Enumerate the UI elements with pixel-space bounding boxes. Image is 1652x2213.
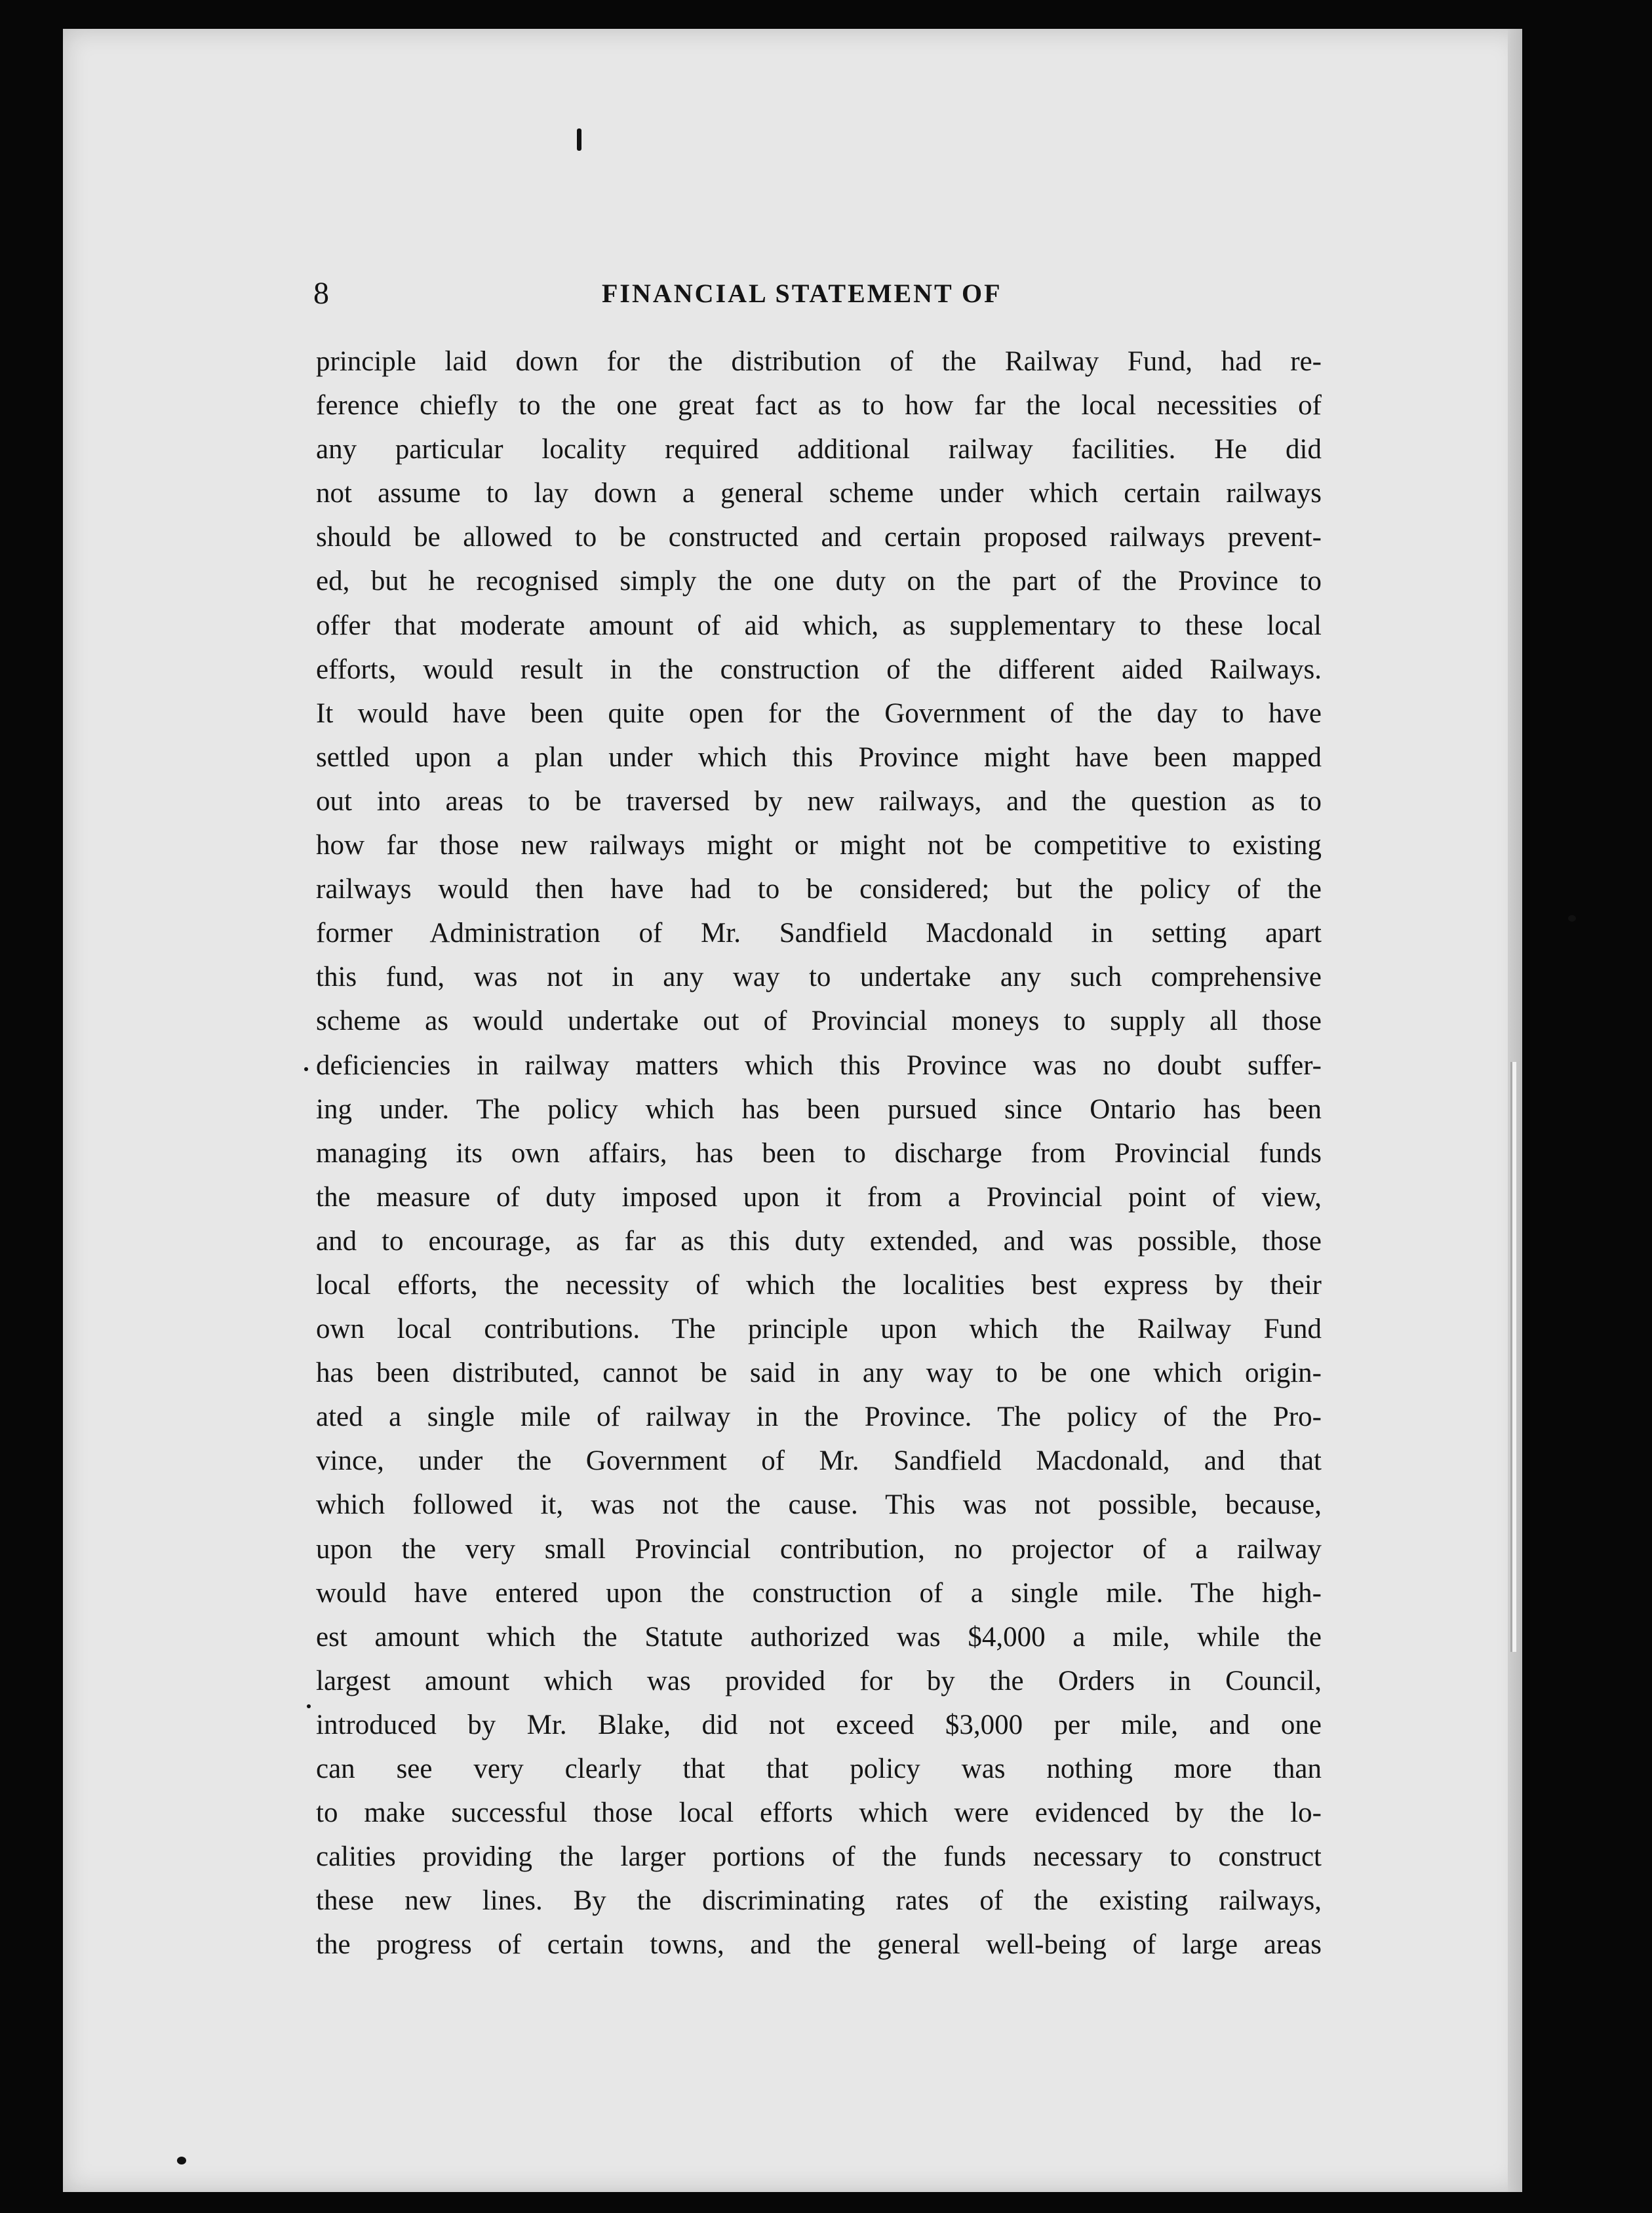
- text-line: this fund, was not in any way to undertake any such comprehensive: [316, 962, 1322, 993]
- page-number: 8: [313, 276, 329, 311]
- text-line: the measure of duty imposed upon it from a Provincial point of view,: [316, 1181, 1322, 1213]
- text-line: own local contributions. The principle upon which the Railway Fund: [316, 1314, 1322, 1345]
- text-line: not assume to lay down a general scheme under which certain railways: [316, 478, 1322, 509]
- text-line: managing its own affairs, has been to discharge from Provincial funds: [316, 1137, 1322, 1169]
- text-line: deficiencies in railway matters which this Province was no doubt suffer-: [316, 1049, 1322, 1081]
- text-line: settled upon a plan under which this Province might have been mapped: [316, 741, 1322, 773]
- text-line: has been distributed, cannot be said in any way to be one which origin-: [316, 1358, 1322, 1389]
- text-line: railways would then have had to be considered; but the policy of the: [316, 874, 1322, 905]
- text-line: vince, under the Government of Mr. Sandfield Macdonald, and that: [316, 1445, 1322, 1477]
- text-line: est amount which the Statute authorized was $4,000 a mile, while the: [316, 1621, 1322, 1653]
- text-line: the progress of certain towns, and the general well-being of large areas: [316, 1929, 1322, 1961]
- running-head: FINANCIAL STATEMENT OF: [602, 279, 1002, 308]
- text-line: former Administration of Mr. Sandfield Macdonald in setting apart: [316, 918, 1322, 949]
- text-line: calities providing the larger portions of the funds necessary to construct: [316, 1841, 1322, 1873]
- body-text: [316, 340, 1322, 1967]
- text-line: ing under. The policy which has been pursued since Ontario has been: [316, 1093, 1322, 1125]
- text-line: which followed it, was not the cause. This was not possible, because,: [316, 1489, 1322, 1521]
- text-line: these new lines. By the discriminating rates of the existing railways,: [316, 1885, 1322, 1917]
- scan-speck: [307, 1704, 311, 1708]
- text-line: should be allowed to be constructed and certain proposed railways prevent-: [316, 522, 1322, 553]
- scan-speck: [1568, 915, 1576, 922]
- text-line: can see very clearly that that policy was nothing more than: [316, 1753, 1322, 1784]
- text-line: largest amount which was provided for by the Orders in Council,: [316, 1665, 1322, 1696]
- text-line: any particular locality required additional railway facilities. He did: [316, 434, 1322, 465]
- text-line: how far those new railways might or might not be competitive to existing: [316, 830, 1322, 861]
- text-line: offer that moderate amount of aid which, as supplementary to these local: [316, 610, 1322, 641]
- text-line: ated a single mile of railway in the Province. The policy of the Pro-: [316, 1401, 1322, 1433]
- text-line: upon the very small Provincial contribution, no projector of a railway: [316, 1533, 1322, 1565]
- text-line: local efforts, the necessity of which the localities best express by their: [316, 1269, 1322, 1301]
- text-line: efforts, would result in the construction of the different aided Railways.: [316, 654, 1322, 685]
- text-line: would have entered upon the construction of a single mile. The high-: [316, 1577, 1322, 1609]
- text-line: ed, but he recognised simply the one duty on the part of the Province to: [316, 566, 1322, 597]
- text-line: out into areas to be traversed by new railways, and the question as to: [316, 785, 1322, 817]
- scan-speck: [177, 2157, 186, 2164]
- text-line: It would have been quite open for the Government of the day to have: [316, 697, 1322, 729]
- page-header: [313, 275, 1323, 315]
- text-line: and to encourage, as far as this duty extended, and was possible, those: [316, 1225, 1322, 1257]
- scan-speck: [304, 1067, 308, 1071]
- text-line: ference chiefly to the one great fact as to how far the local necessities of: [316, 390, 1322, 421]
- text-line: scheme as would undertake out of Provincial moneys to supply all those: [316, 1006, 1322, 1037]
- scan-speck: [577, 128, 581, 151]
- text-line: introduced by Mr. Blake, did not exceed $3,000 per mile, and one: [316, 1709, 1322, 1740]
- text-line: principle laid down for the distribution of the Railway Fund, had re-: [316, 346, 1322, 377]
- text-line: to make successful those local efforts which were evidenced by the lo-: [316, 1797, 1322, 1829]
- paper-fold-mark: [1510, 1062, 1516, 1652]
